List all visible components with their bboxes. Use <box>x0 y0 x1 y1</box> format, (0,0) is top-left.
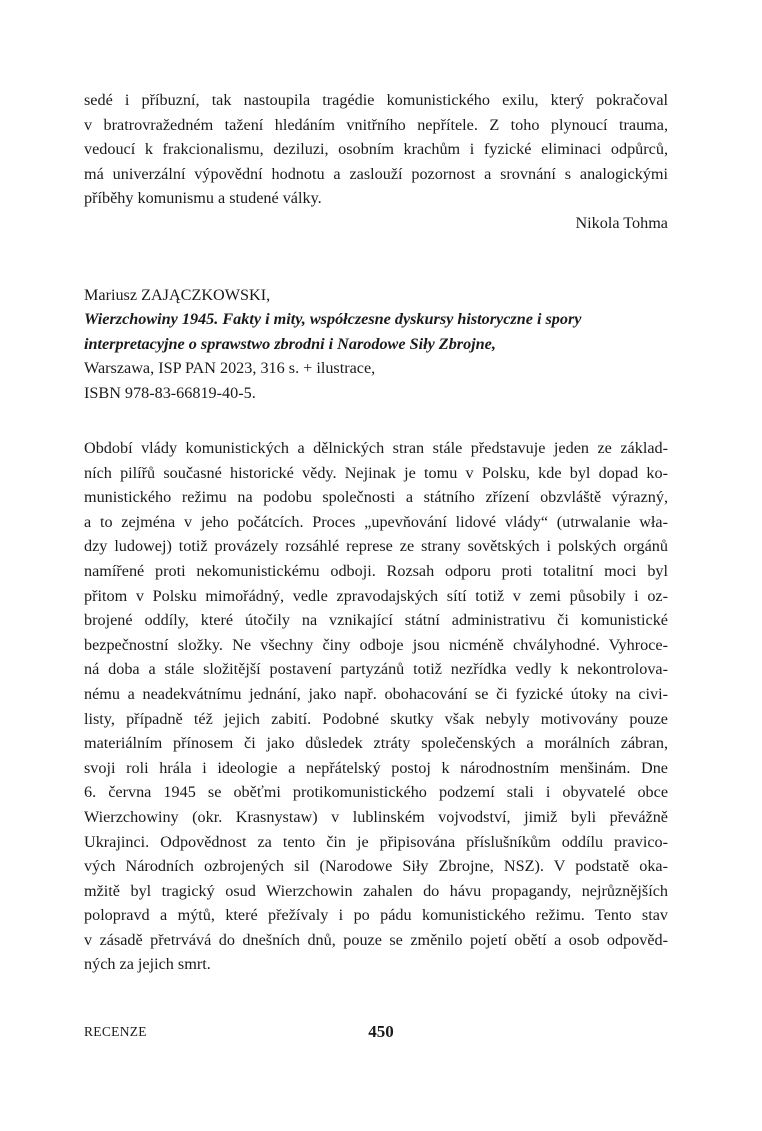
text-line: namířené proti nekomunistickému odboji. Rozsah odporu proti totalitní moci byl <box>84 561 668 580</box>
page-number: 450 <box>368 1022 394 1041</box>
text-line: listy, případně též jejich zabití. Podobné skutky však nebyly motivovány pouze <box>84 709 668 728</box>
book-citation <box>84 283 668 405</box>
top-paragraph <box>84 88 668 236</box>
citation-title-line: Wierzchowiny 1945. Fakty i mity, współczesne dyskursy historyczne i spory <box>84 310 582 329</box>
text-line: brojené oddíly, které útočily na vznikající státní administrativu či komunistické <box>84 611 668 630</box>
text-line: Wierzchowiny (okr. Krasnystaw) v lublinském vojvodství, jimiž byli převážně <box>84 807 668 826</box>
citation-title-line: interpretacyjne o sprawstwo zbrodni i Narodowe Siły Zbrojne, <box>84 334 496 353</box>
citation-author: Mariusz ZAJĄCZKOWSKI, <box>84 286 271 304</box>
text-line: sedé i příbuzní, tak nastoupila tragédie komunistického exilu, který pokračoval <box>84 91 668 109</box>
text-line: dzy ludowej) totiž provázely rozsáhlé represe ze strany sovětských i polských orgánů <box>84 537 668 556</box>
text-line: vých Národních ozbrojených sil (Narodowe Siły Zbrojne, NSZ). V podstatě oka- <box>84 857 668 876</box>
text-line: ních pilířů současné historické vědy. Nejinak je tomu v Polsku, kde byl dopad ko- <box>84 463 668 482</box>
text-line: má univerzální výpovědní hodnotu a zaslouží pozornost a srovnání s analogickými <box>84 164 668 183</box>
text-line: ná doba a stále složitější postavení partyzánů totiž nezřídka vedly k nekontrolova- <box>84 660 668 679</box>
text-line: a to zejména v jeho počátcích. Proces „upevňování lidové vlády“ (utrwalanie wła- <box>84 512 668 531</box>
text-line: vedoucí k frakcionalismu, deziluzi, osobním krachům i fyzické eliminaci odpůrců, <box>84 140 668 159</box>
review-body <box>84 436 668 977</box>
text-line: ných za jejich smrt. <box>84 955 211 974</box>
text-line: mžitě byl tragický osud Wierzchowin zahalen do hávu propagandy, nejrůznějších <box>84 881 668 900</box>
text-line: bezpečnostní složky. Ne všechny činy odboje jsou nicméně chvályhodné. Vyhroce- <box>84 635 668 654</box>
text-line: Ukrajinci. Odpovědnost za tento čin je připisována příslušníkům oddílu pravico- <box>84 832 668 851</box>
text-line: svoji roli hrála i ideologie a nepřátelský postoj k národnostním menšinám. Dne <box>84 758 668 777</box>
text-line: 6. června 1945 se oběťmi protikomunistického podzemí stali i obyvatelé obce <box>84 783 668 802</box>
review-author-signature: Nikola Tohma <box>575 213 668 232</box>
text-line: munistického režimu na podobu společnosti a státního zřízení obzvláště výrazný, <box>84 488 668 507</box>
text-line: materiálním přínosem či jako důsledek ztráty společenských a morálních zábran, <box>84 734 668 753</box>
text-line: Období vlády komunistických a dělnických stran stále představuje jeden ze základ- <box>84 439 668 457</box>
citation-publisher: Warszawa, ISP PAN 2023, 316 s. + ilustrace, <box>84 359 376 378</box>
text-line: nému a neadekvátnímu jednání, jako např. obohacování se či fyzické útoky na civi- <box>84 684 668 703</box>
text-line: v bratrovražedném tažení hledáním vnitřního nepřítele. Z toho plynoucí trauma, <box>84 115 668 134</box>
text-line: polopravd a mýtů, které přežívaly i po pádu komunistického režimu. Tento stav <box>84 906 668 925</box>
text-line: v zásadě přetrvává do dnešních dnů, pouze se změnilo pojetí obětí a osob odpověd- <box>84 930 668 949</box>
text-line: přitom v Polsku mimořádný, vedle zpravodajských sítí totiž v zemi působily i oz- <box>84 586 668 605</box>
citation-isbn: ISBN 978-83-66819-40-5. <box>84 383 256 402</box>
running-footer-section: RECENZE <box>84 1024 147 1039</box>
text-line: příběhy komunismu a studené války. <box>84 189 322 208</box>
